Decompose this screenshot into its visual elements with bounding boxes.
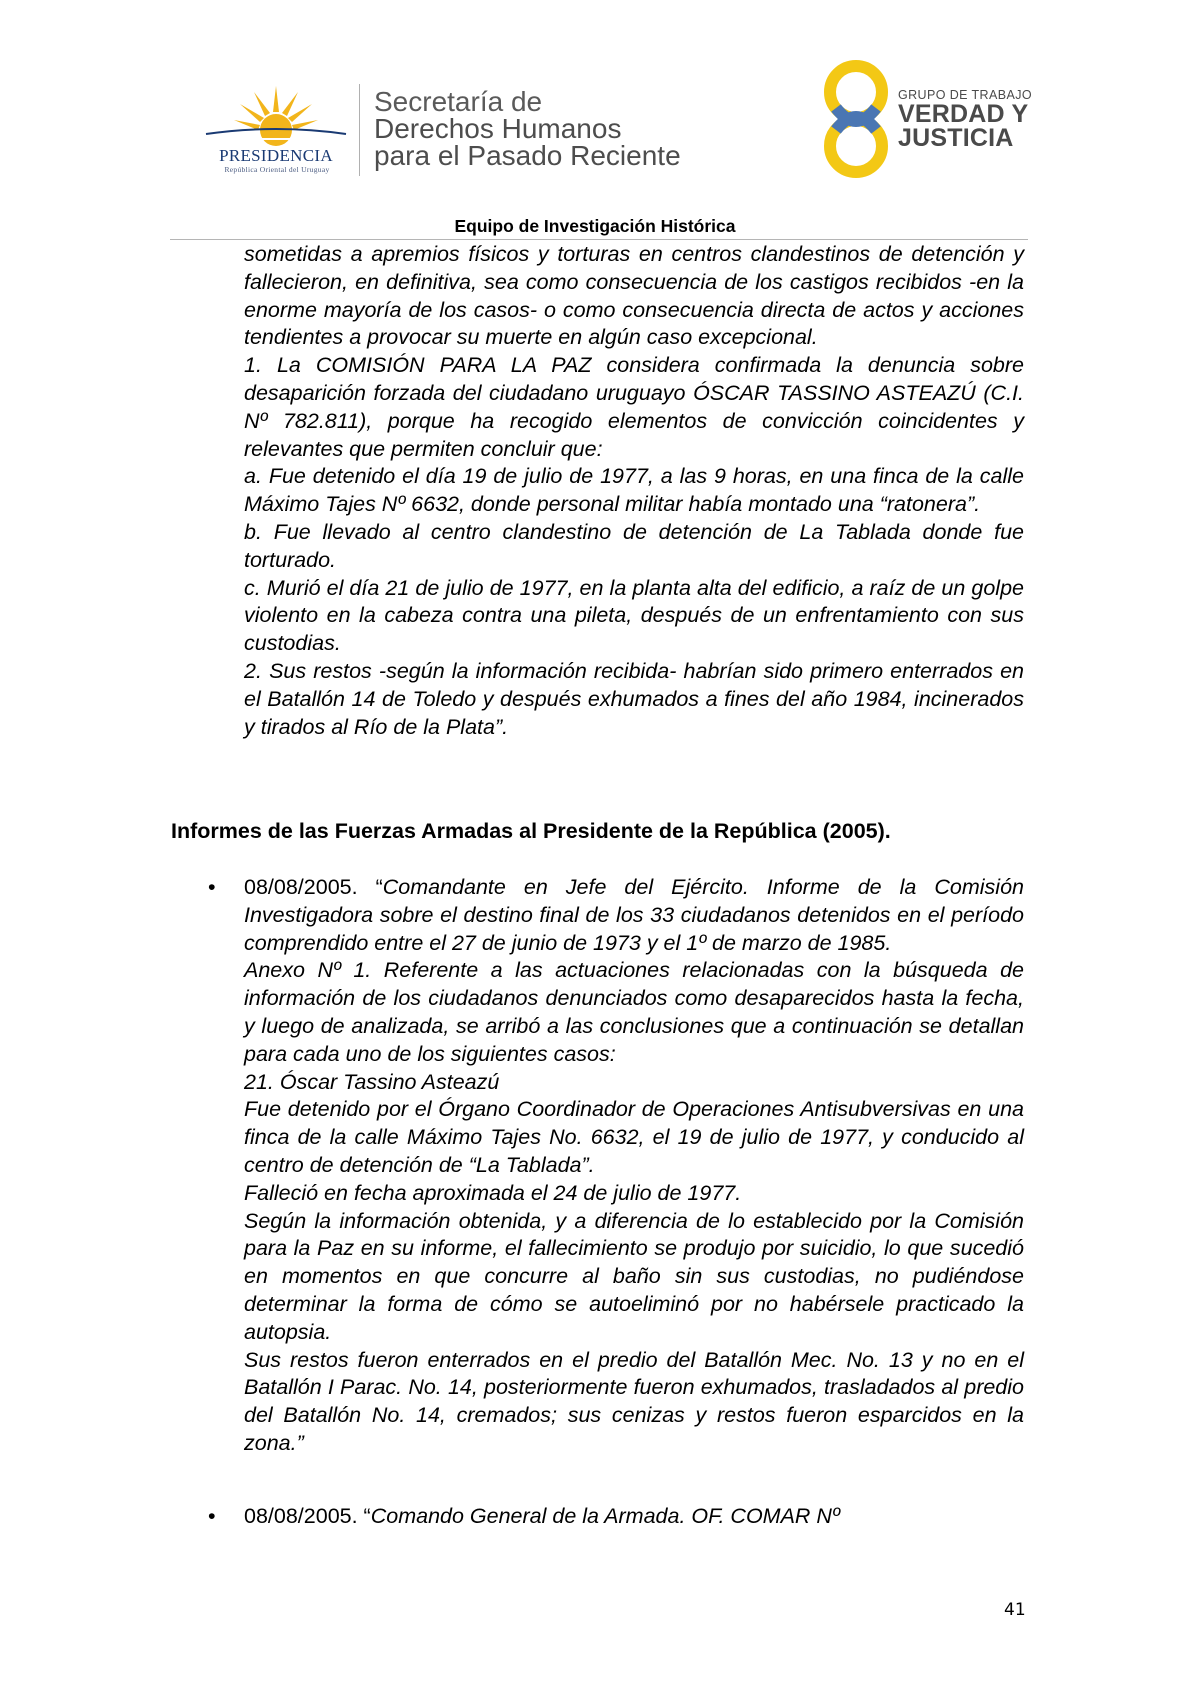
page-number: 41: [1004, 1600, 1026, 1620]
presidencia-subtitle: República Oriental del Uruguay: [224, 165, 330, 174]
grupo-line-3: JUSTICIA: [898, 124, 1014, 152]
paragraph: Falleció en fecha aproximada el 24 de julio de 1977.: [244, 1180, 742, 1205]
paragraph: [244, 874, 1024, 957]
grupo-line-2: VERDAD Y: [898, 100, 1029, 128]
bullet-text: Comandante en Jefe del Ejército. Informe de la Comisión Investigadora sobre el destino final de los 33 ciudadanos detenidos en el período comprendido entre el 27 de junio de 1973 y el 1º de marzo de 1985.: [244, 875, 1024, 955]
bullet-item: [244, 874, 1024, 1458]
presidencia-name: PRESIDENCIA: [219, 146, 333, 165]
paragraph: Anexo Nº 1. Referente a las actuaciones relacionadas con la búsqueda de información de los ciudadanos denunciados como desaparecidos hasta la fecha, y luego de analizada, se arribó a las conclusiones que a continuación se detallan para cada uno de los siguientes casos:: [244, 958, 1024, 1066]
secretaria-line-2: Derechos Humanos: [374, 113, 622, 144]
bullet-icon: •: [208, 875, 216, 899]
paragraph: Según la información obtenida, y a diferencia de lo establecido por la Comisión para la Paz en su informe, el fallecimiento se produjo por suicidio, lo que sucedió en momentos en que concurre al baño sin sus custodias, no pudiéndose determinar la forma de cómo se autoeliminó por no habérsele practicado la autopsia.: [244, 1208, 1024, 1344]
page-header: [0, 0, 1190, 240]
paragraph: sometidas a apremios físicos y torturas en centros clandestinos de detención y fallecieron, en definitiva, sea como consecuencia de los castigos recibidos -en la enorme mayoría de los casos- o como consecuencia directa de actos y acciones tendientes a provocar su muerte en algún caso excepcional.: [244, 242, 1024, 350]
secretaria-title: [374, 88, 681, 169]
paragraph: 2. Sus restos -según la información recibida- habrían sido primero enterrados en el Batallón 14 de Toledo y después exhumados a fines del año 1984, incinerados y tirados al Río de la Plata”.: [244, 658, 1024, 739]
paragraph: 1. La COMISIÓN PARA LA PAZ considera confirmada la denuncia sobre desaparición forzada del ciudadano uruguayo ÓSCAR TASSINO ASTEAZÚ (C.I. Nº 782.811), porque ha recogido elementos de convicción coincidentes y relevantes que permiten concluir que:: [244, 353, 1024, 461]
quoted-block: [244, 241, 1024, 741]
bullet-date: 08/08/2005. “: [244, 875, 383, 899]
paragraph: a. Fue detenido el día 19 de julio de 1977, a las 9 horas, en una finca de la calle Máximo Tajes Nº 6632, donde personal militar había montado una “ratonera”.: [244, 464, 1024, 517]
bullet-date: 08/08/2005. “: [244, 1504, 371, 1528]
secretaria-line-3: para el Pasado Reciente: [374, 140, 681, 171]
section-heading: Informes de las Fuerzas Armadas al Presidente de la República (2005).: [171, 819, 891, 843]
bullet-text: Comando General de la Armada. OF. COMAR Nº: [370, 1504, 840, 1528]
header-rule: [170, 239, 1028, 240]
grupo-line-1: GRUPO DE TRABAJO: [898, 88, 1032, 102]
secretaria-line-1: Secretaría de: [374, 86, 543, 117]
grupo-trabajo-text: [898, 88, 1032, 150]
team-title: Equipo de Investigación Histórica: [454, 216, 736, 236]
paragraph: Sus restos fueron enterrados en el predio del Batallón Mec. No. 13 y no en el Batallón I Parac. No. 14, posteriormente fueron exhumados, trasladados al predio del Batallón No. 14, cremados; sus cenizas y restos fueron esparcidos en la zona.”: [244, 1347, 1024, 1455]
paragraph: Fue detenido por el Órgano Coordinador de Operaciones Antisubversivas en una finca de la calle Máximo Tajes No. 6632, el 19 de julio de 1977, y conducido al centro de detención de “La Tablada”.: [244, 1097, 1024, 1177]
paragraph: b. Fue llevado al centro clandestino de detención de La Tablada donde fue torturado.: [244, 519, 1024, 572]
paragraph: 21. Óscar Tassino Asteazú: [244, 1069, 500, 1094]
logo-divider: [359, 84, 360, 176]
bullet-item: [244, 1503, 1024, 1531]
bullet-icon: •: [208, 1504, 216, 1528]
paragraph: [244, 1503, 1024, 1531]
paragraph: c. Murió el día 21 de julio de 1977, en la planta alta del edificio, a raíz de un golpe violento en la cabeza contra una pileta, después de un enfrentamiento con sus custodias.: [244, 575, 1024, 656]
